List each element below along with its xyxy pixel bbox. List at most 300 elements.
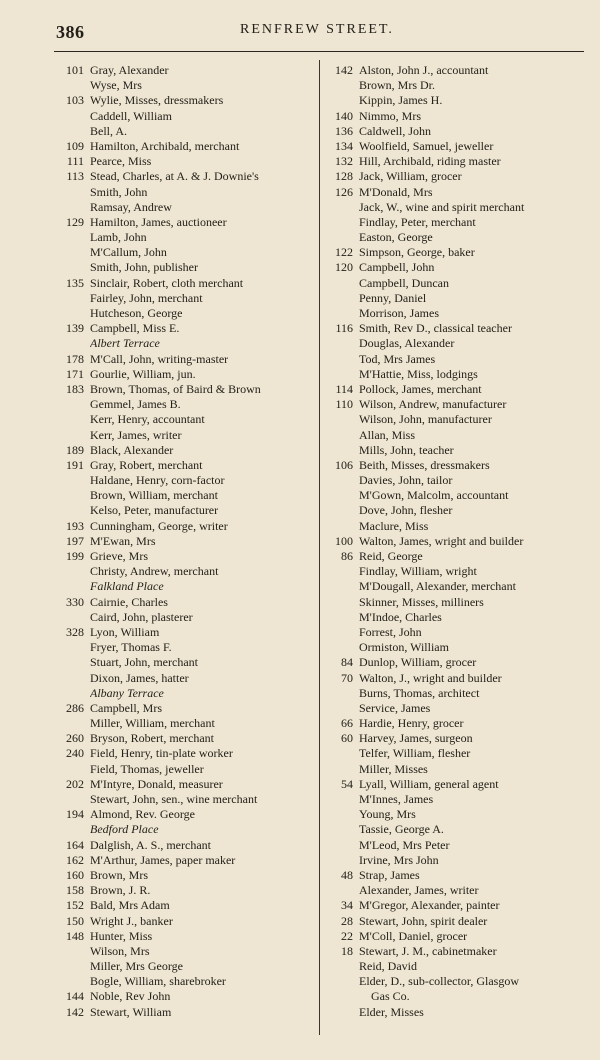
directory-entry (323, 367, 587, 382)
resident-name: Penny, Daniel (359, 290, 427, 305)
street-number: 191 (66, 457, 84, 472)
resident-name: Campbell, Duncan (359, 275, 449, 290)
directory-entry (323, 564, 587, 579)
street-number (54, 245, 90, 260)
street-number (323, 838, 359, 853)
street-number: 135 (66, 275, 84, 290)
directory-entry (54, 929, 320, 944)
directory-entry (323, 306, 587, 321)
resident-name: Gemmel, James B. (90, 397, 181, 412)
resident-name: Findlay, Peter, merchant (359, 214, 476, 229)
resident-name: Caird, John, plasterer (90, 609, 193, 624)
street-number (54, 944, 90, 959)
directory-entry (323, 260, 587, 275)
resident-name: Stewart, John, spirit dealer (359, 913, 488, 928)
directory-entry (54, 914, 320, 929)
directory-entry (323, 974, 587, 989)
street-number: 142 (335, 63, 353, 77)
street-number (54, 291, 90, 306)
directory-entry (54, 686, 320, 701)
street-number: 150 (66, 913, 84, 928)
resident-name: Bell, A. (90, 123, 128, 138)
directory-entry (54, 321, 320, 336)
street-number: 101 (66, 63, 84, 77)
street-number: 162 (66, 852, 84, 867)
street-number (323, 746, 359, 761)
street-number (323, 579, 359, 594)
directory-entry (54, 549, 320, 564)
directory-entry (54, 640, 320, 655)
resident-name: Hamilton, Archibald, merchant (90, 138, 240, 153)
street-number (54, 109, 90, 124)
street-number: 160 (66, 867, 84, 882)
resident-name: Noble, Rev John (90, 989, 171, 1004)
resident-name: Gas Co. (371, 989, 410, 1004)
directory-entry (323, 686, 587, 701)
resident-name: Black, Alexander (90, 442, 174, 457)
street-number (323, 443, 359, 458)
resident-name: Davies, John, tailor (359, 473, 453, 488)
street-number (54, 564, 90, 579)
resident-name: Cairnie, Charles (90, 594, 168, 609)
street-number (54, 124, 90, 139)
street-number: 328 (66, 624, 84, 639)
directory-entry (323, 534, 587, 549)
street-number: 132 (335, 154, 353, 169)
directory-entry (323, 352, 587, 367)
directory-entry (54, 868, 320, 883)
page-title: RENFREW STREET. (240, 22, 394, 37)
resident-name: Brown, William, merchant (90, 488, 218, 503)
street-number: 66 (341, 716, 353, 731)
directory-entry (54, 534, 320, 549)
resident-name: Cunningham, George, writer (90, 518, 228, 533)
street-number: 189 (66, 442, 84, 457)
street-number (54, 579, 90, 594)
directory-entry (54, 93, 320, 108)
street-number: 178 (66, 351, 84, 366)
street-number (54, 336, 90, 351)
street-number (323, 762, 359, 777)
directory-entry (323, 397, 587, 412)
street-number: 34 (341, 898, 353, 913)
resident-name: M'Hattie, Miss, lodgings (359, 366, 478, 381)
street-number (323, 412, 359, 427)
resident-name: Alexander, James, writer (359, 883, 479, 898)
street-number (323, 640, 359, 655)
header-rule (54, 51, 584, 52)
directory-entry (323, 169, 587, 184)
street-number: 286 (66, 700, 84, 715)
street-number (54, 792, 90, 807)
resident-name: Wilson, Mrs (90, 943, 150, 958)
resident-name: Miller, William, merchant (90, 716, 215, 731)
resident-name: Morrison, James (359, 306, 439, 320)
street-number: 111 (66, 154, 84, 169)
directory-entry (54, 944, 320, 959)
section-heading: Bedford Place (90, 822, 159, 837)
street-number (323, 686, 359, 701)
resident-name: Stuart, John, merchant (90, 655, 198, 670)
directory-entry (54, 458, 320, 473)
street-number: 330 (66, 594, 84, 609)
resident-name: Brown, Thomas, of Baird & Brown (90, 381, 261, 396)
resident-name: Elder, Misses (359, 1004, 424, 1019)
resident-name: M'Callum, John (90, 245, 167, 260)
resident-name: Walton, J., wright and builder (359, 670, 502, 685)
street-number: 86 (341, 549, 353, 563)
resident-name: Dunlop, William, grocer (359, 655, 477, 670)
street-number: 199 (66, 549, 84, 563)
directory-entry (54, 610, 320, 625)
directory-entry (54, 503, 320, 518)
directory-entry (54, 579, 320, 594)
resident-name: Woolfield, Samuel, jeweller (359, 138, 494, 153)
resident-name: Campbell, Mrs (90, 700, 162, 715)
resident-name: Campbell, John (359, 260, 435, 275)
resident-name: Smith, John, publisher (90, 260, 199, 275)
directory-entry (54, 367, 320, 382)
section-heading: Albert Terrace (90, 336, 160, 351)
resident-name: Hunter, Miss (90, 928, 153, 943)
resident-name: Christy, Andrew, merchant (90, 564, 219, 579)
resident-name: Brown, Mrs (90, 867, 149, 882)
street-number: 126 (335, 184, 353, 199)
directory-entry (323, 625, 587, 640)
resident-name: Reid, George (359, 549, 423, 563)
resident-name: Campbell, Miss E. (90, 321, 180, 336)
street-number: 193 (66, 518, 84, 533)
directory-entry (54, 519, 320, 534)
directory-entry (54, 245, 320, 260)
street-number: 122 (335, 245, 353, 260)
directory-entry (323, 139, 587, 154)
resident-name: Lyon, William (90, 624, 160, 639)
street-number (323, 503, 359, 518)
street-number (323, 230, 359, 245)
directory-entry (54, 655, 320, 670)
directory-entry (323, 321, 587, 336)
street-number: 158 (66, 883, 84, 898)
directory-entry (323, 671, 587, 686)
directory-entry (54, 124, 320, 139)
directory-entry (323, 716, 587, 731)
resident-name: Lamb, John (90, 230, 147, 245)
directory-entry (54, 731, 320, 746)
resident-name: Burns, Thomas, architect (359, 685, 480, 700)
directory-entry (54, 974, 320, 989)
directory-entry (323, 93, 587, 108)
directory-entry (323, 382, 587, 397)
directory-entry (323, 458, 587, 473)
street-number (323, 610, 359, 625)
directory-entry (54, 215, 320, 230)
resident-name: Young, Mrs (359, 807, 416, 822)
resident-name: Allan, Miss (359, 427, 416, 442)
street-number: 164 (66, 837, 84, 852)
resident-name: Gourlie, William, jun. (90, 366, 196, 381)
resident-name: M'Indoe, Charles (359, 609, 442, 624)
street-number (54, 655, 90, 670)
street-number: 28 (341, 913, 353, 928)
directory-entry (54, 989, 320, 1004)
resident-name: Elder, D., sub-collector, Glasgow (359, 974, 519, 989)
resident-name: Findlay, William, wright (359, 564, 477, 579)
resident-name: Bald, Mrs Adam (90, 898, 170, 913)
street-number (54, 640, 90, 655)
street-number (323, 564, 359, 579)
directory-entry (54, 336, 320, 351)
resident-name: Tassie, George A. (359, 822, 444, 837)
resident-name: Lyall, William, general agent (359, 776, 499, 791)
resident-name: M'Gown, Malcolm, accountant (359, 488, 509, 503)
directory-entry (54, 428, 320, 443)
street-number (323, 291, 359, 306)
directory-entry (323, 291, 587, 306)
street-number (54, 78, 90, 93)
street-number (54, 671, 90, 686)
street-number: 114 (335, 381, 353, 396)
resident-name: Stead, Charles, at A. & J. Downie's (90, 169, 259, 184)
street-number: 84 (341, 655, 353, 670)
street-number (323, 853, 359, 868)
resident-name: Skinner, Misses, milliners (359, 594, 484, 609)
resident-name: Miller, Misses (359, 761, 428, 776)
directory-entry (54, 595, 320, 610)
directory-entry (323, 245, 587, 260)
street-number (323, 595, 359, 610)
resident-name: M'Arthur, James, paper maker (90, 852, 236, 867)
street-number (54, 412, 90, 427)
directory-entry (54, 260, 320, 275)
street-number: 54 (341, 776, 353, 791)
street-number (323, 959, 359, 974)
directory-entry (323, 412, 587, 427)
directory-entry (54, 230, 320, 245)
directory-entry (54, 473, 320, 488)
resident-name: Caddell, William (90, 108, 172, 123)
resident-name: Brown, J. R. (90, 883, 151, 898)
directory-entry (54, 716, 320, 731)
street-number (54, 397, 90, 412)
street-number: 202 (66, 776, 84, 791)
resident-name: Dove, John, flesher (359, 503, 453, 518)
street-number (54, 716, 90, 731)
resident-name: Dalglish, A. S., merchant (90, 837, 211, 852)
directory-entry (323, 595, 587, 610)
street-number (323, 519, 359, 534)
street-number: 171 (66, 366, 84, 381)
resident-name: M'Intyre, Donald, measurer (90, 776, 223, 791)
directory-entry (323, 63, 587, 78)
directory-entry (54, 397, 320, 412)
directory-entry (54, 352, 320, 367)
resident-name: Wilson, John, manufacturer (359, 412, 492, 427)
resident-name: Service, James (359, 700, 431, 715)
resident-name: Stewart, William (90, 1004, 172, 1019)
directory-entry (54, 564, 320, 579)
street-number (323, 822, 359, 837)
resident-name: Strap, James (359, 867, 420, 882)
directory-entry (323, 989, 587, 1004)
resident-name: Field, Henry, tin-plate worker (90, 746, 233, 761)
street-number (54, 428, 90, 443)
street-number: 134 (335, 138, 353, 153)
directory-entry (54, 746, 320, 761)
street-number (54, 260, 90, 275)
street-number: 140 (335, 108, 353, 123)
street-number (323, 625, 359, 640)
directory-entry (54, 777, 320, 792)
resident-name: Hamilton, James, auctioneer (90, 214, 227, 229)
street-number (54, 686, 90, 701)
directory-entry (54, 883, 320, 898)
resident-name: Pearce, Miss (90, 154, 152, 169)
street-number (323, 473, 359, 488)
resident-name: Reid, David (359, 959, 417, 974)
street-number (323, 215, 359, 230)
directory-entry (54, 762, 320, 777)
resident-name: Almond, Rev. George (90, 807, 195, 822)
street-number (54, 473, 90, 488)
resident-name: M'Innes, James (359, 792, 434, 806)
resident-name: Beith, Misses, dressmakers (359, 457, 490, 472)
street-number (323, 93, 359, 108)
page-number: 386 (56, 22, 85, 42)
street-number (323, 200, 359, 215)
street-number (323, 1005, 359, 1020)
resident-name: Irvine, Mrs John (359, 852, 439, 867)
street-number: 129 (66, 214, 84, 229)
street-number: 110 (335, 397, 353, 412)
directory-entry (323, 579, 587, 594)
directory-entry (54, 898, 320, 913)
left-column (54, 63, 320, 1020)
street-number (323, 78, 359, 93)
directory-entry (323, 154, 587, 169)
street-number (323, 989, 359, 1004)
resident-name: Brown, Mrs Dr. (359, 78, 436, 93)
resident-name: Fairley, John, merchant (90, 290, 203, 305)
street-number: 116 (335, 321, 353, 336)
street-number (54, 762, 90, 777)
directory-entry (54, 838, 320, 853)
resident-name: Kerr, James, writer (90, 427, 182, 442)
resident-name: Haldane, Henry, corn-factor (90, 473, 225, 488)
resident-name: Wylie, Misses, dressmakers (90, 93, 224, 108)
directory-entry (54, 959, 320, 974)
street-number: 260 (66, 731, 84, 746)
directory-entry (54, 807, 320, 822)
directory-entry (323, 807, 587, 822)
directory-entry (323, 336, 587, 351)
resident-name: Harvey, James, surgeon (359, 731, 473, 746)
directory-entry (323, 428, 587, 443)
resident-name: Grieve, Mrs (90, 549, 148, 563)
directory-entry (54, 154, 320, 169)
directory-entry (323, 610, 587, 625)
directory-entry (323, 519, 587, 534)
street-number: 240 (66, 746, 84, 761)
resident-name: Walton, James, wright and builder (359, 533, 524, 548)
resident-name: Kerr, Henry, accountant (90, 412, 205, 427)
resident-name: Miller, Mrs George (90, 959, 183, 974)
street-number: 142 (66, 1004, 84, 1019)
street-number (54, 200, 90, 215)
directory-entry (323, 762, 587, 777)
resident-name: Bogle, William, sharebroker (90, 974, 226, 989)
street-number: 197 (66, 533, 84, 548)
resident-name: Douglas, Alexander (359, 336, 455, 351)
street-number (323, 807, 359, 822)
street-number (323, 701, 359, 716)
directory-entry (323, 185, 587, 200)
street-number: 60 (341, 731, 353, 746)
street-number: 128 (335, 169, 353, 184)
directory-entry (54, 109, 320, 124)
directory-entry (323, 868, 587, 883)
directory-entry (54, 291, 320, 306)
street-number: 183 (66, 381, 84, 396)
resident-name: M'Dougall, Alexander, merchant (359, 579, 516, 594)
directory-entry (323, 944, 587, 959)
resident-name: Simpson, George, baker (359, 245, 475, 260)
street-number: 194 (66, 807, 84, 822)
resident-name: Gray, Alexander (90, 63, 169, 77)
directory-entry (54, 625, 320, 640)
street-number (54, 230, 90, 245)
street-number (54, 822, 90, 837)
street-number (54, 185, 90, 200)
resident-name: Easton, George (359, 230, 433, 245)
resident-name: M'Ewan, Mrs (90, 533, 156, 548)
column-divider (319, 60, 320, 1035)
resident-name: Nimmo, Mrs (359, 108, 422, 123)
street-number: 148 (66, 928, 84, 943)
resident-name: Smith, Rev D., classical teacher (359, 321, 512, 336)
resident-name: Hill, Archibald, riding master (359, 154, 501, 169)
resident-name: Sinclair, Robert, cloth merchant (90, 275, 244, 290)
resident-name: Wright J., banker (90, 913, 173, 928)
resident-name: M'Gregor, Alexander, painter (359, 898, 500, 913)
resident-name: Smith, John (90, 184, 148, 199)
resident-name: Jack, W., wine and spirit merchant (359, 199, 525, 214)
directory-entry (54, 306, 320, 321)
street-number: 113 (66, 169, 84, 184)
directory-entry (54, 853, 320, 868)
resident-name: Maclure, Miss (359, 518, 429, 533)
street-number (54, 974, 90, 989)
resident-name: M'Leod, Mrs Peter (359, 837, 450, 852)
directory-entry (54, 139, 320, 154)
directory-entry (54, 382, 320, 397)
directory-entry (54, 1005, 320, 1020)
street-number: 103 (66, 93, 84, 108)
street-number (323, 276, 359, 291)
resident-name: Gray, Robert, merchant (90, 457, 203, 472)
directory-entry (54, 276, 320, 291)
directory-entry (323, 1005, 587, 1020)
resident-name: M'Call, John, writing-master (90, 351, 229, 366)
street-number: 136 (335, 123, 353, 138)
street-number (323, 352, 359, 367)
street-number (323, 974, 359, 989)
street-number (323, 306, 359, 321)
resident-name: Pollock, James, merchant (359, 381, 482, 396)
street-number: 22 (341, 928, 353, 943)
street-number: 152 (66, 898, 84, 913)
directory-entry (54, 822, 320, 837)
